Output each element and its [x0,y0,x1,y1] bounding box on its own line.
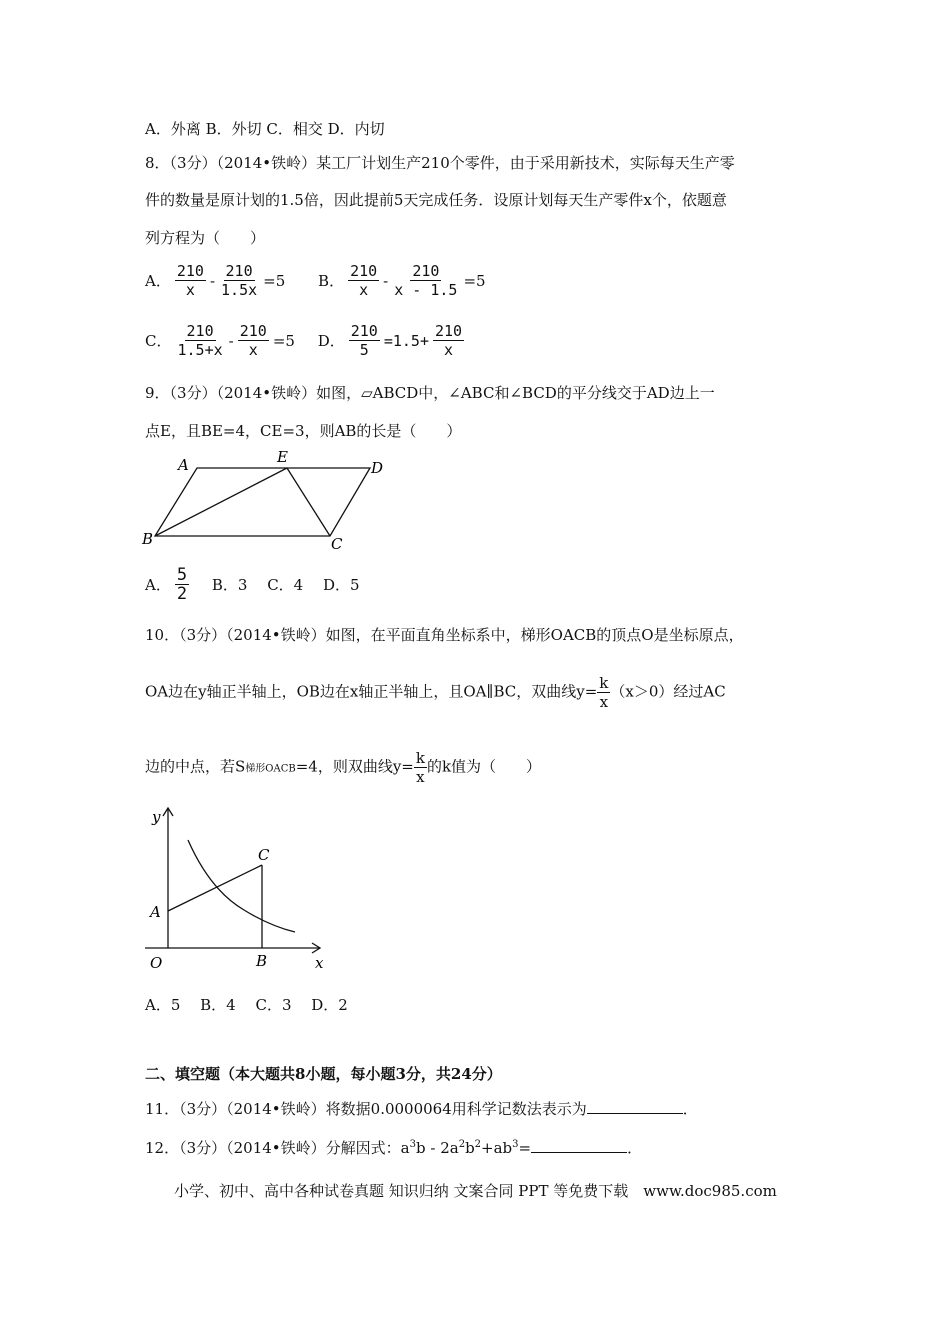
q10-k-over-x-fraction-2: $\frac{k}{x}$ [415,749,425,786]
q8-d-fraction1: $\frac{210}{5}$ [350,322,378,359]
label-e: E [277,448,288,466]
q8-c-fraction1: $\frac{210}{1.5+x}$ [177,322,223,359]
q8-option-d: D． $\frac{210}{5}$ =1.5+ $\frac{210}{x}$ [317,322,463,359]
footer: 小学、初中、高中各种试卷真题 知识归纳 文案合同 PPT 等免费下载 www.doc985.com [174,1182,777,1200]
answer-blank [531,1138,627,1153]
q10-stem-line1: 10．（3分）（2014•铁岭）如图，在平面直角坐标系中，梯形OACB的顶点O是坐标原点， [145,626,744,644]
q8-option-b: B． $\frac{210}{x}$ - $\frac{210}{x - 1.5}$ =5 [318,262,486,299]
label-b: B [142,530,154,548]
label-d: D [371,459,384,477]
label-y: y [152,808,161,826]
q8-option-c-label: C． [145,331,172,350]
q8-stem-line2: 件的数量是原计划的1.5倍，因此提前5天完成任务．设原计划每天生产零件x个，依题意 [145,191,727,209]
q9-stem-line2: 点E，且BE=4，CE=3，则AB的长是（ ） [145,422,462,440]
q10-stem-line2: OA边在y轴正半轴上，OB边在x轴正半轴上，且OA∥BC，双曲线y= $\frac{k}{x}$ （x＞0）经过AC [145,674,726,711]
section-heading: 二、填空题（本大题共8小题，每小题3分，共24分） [145,1065,502,1083]
label-x: x [315,954,324,972]
q8-c-fraction2: $\frac{210}{x}$ [239,322,267,359]
parallelogram-figure [140,448,390,558]
q8-option-a-label: A． [145,271,171,290]
answer-blank [587,1099,683,1114]
q8-d-fraction2: $\frac{210}{x}$ [435,322,463,359]
q8-option-c: C． $\frac{210}{1.5+x}$ - $\frac{210}{x}$ =5 [145,322,295,359]
q8-options-row2 [145,322,464,359]
label-c: C [331,535,343,553]
label-c: C [258,846,270,864]
q8-stem-line3: 列方程为（ ） [145,229,266,247]
q9-stem-line1: 9．（3分）（2014•铁岭）如图，▱ABCD中，∠ABC和∠BCD的平分线交于AD边上一 [145,384,715,402]
q10-k-over-x-fraction: $\frac{k}{x}$ [599,674,609,711]
q8-a-fraction2: $\frac{210}{1.5x}$ [221,262,258,299]
q9-options-rest: B．3 C．4 D．5 [211,575,360,594]
q8-a-fraction1: $\frac{210}{x}$ [176,262,204,299]
q12: 12．（3分）（2014•铁岭）分解因式：$a^3b - 2a^2b^2+ab^3=$ ． [145,1139,643,1157]
label-a: A [178,456,189,474]
q8-option-a: A． $\frac{210}{x}$ - $\frac{210}{1.5x}$ =5 [145,262,286,299]
q9-options [145,566,360,603]
q9-a-fraction: $\frac{5}{2}$ [176,565,188,604]
q9-option-a: A． $\frac{5}{2}$ [145,565,188,604]
coordinate-figure [140,800,340,980]
q10-stem-line3: 边的中点，若S梯形OACB=4，则双曲线y= $\frac{k}{x}$ 的k值为（ ） [145,749,542,786]
q8-b-fraction2: $\frac{210}{x - 1.5}$ [394,262,458,299]
q10-options: A．5 B．4 C．3 D．2 [145,996,348,1014]
label-o: O [150,954,163,972]
q8-option-b-label: B． [318,271,345,290]
label-b: B [256,952,268,970]
q7-options: A．外离 B．外切 C．相交 D．内切 [145,120,385,138]
q8-option-d-label: D． [317,331,345,350]
q8-stem-line1: 8．（3分）（2014•铁岭）某工厂计划生产210个零件，由于采用新技术，实际每天生产零 [145,154,735,172]
q11: 11．（3分）（2014•铁岭）将数据0.0000064用科学记数法表示为 ． [145,1100,698,1118]
q8-options-row1 [145,262,486,299]
q8-b-fraction1: $\frac{210}{x}$ [350,262,378,299]
label-a: A [150,903,161,921]
